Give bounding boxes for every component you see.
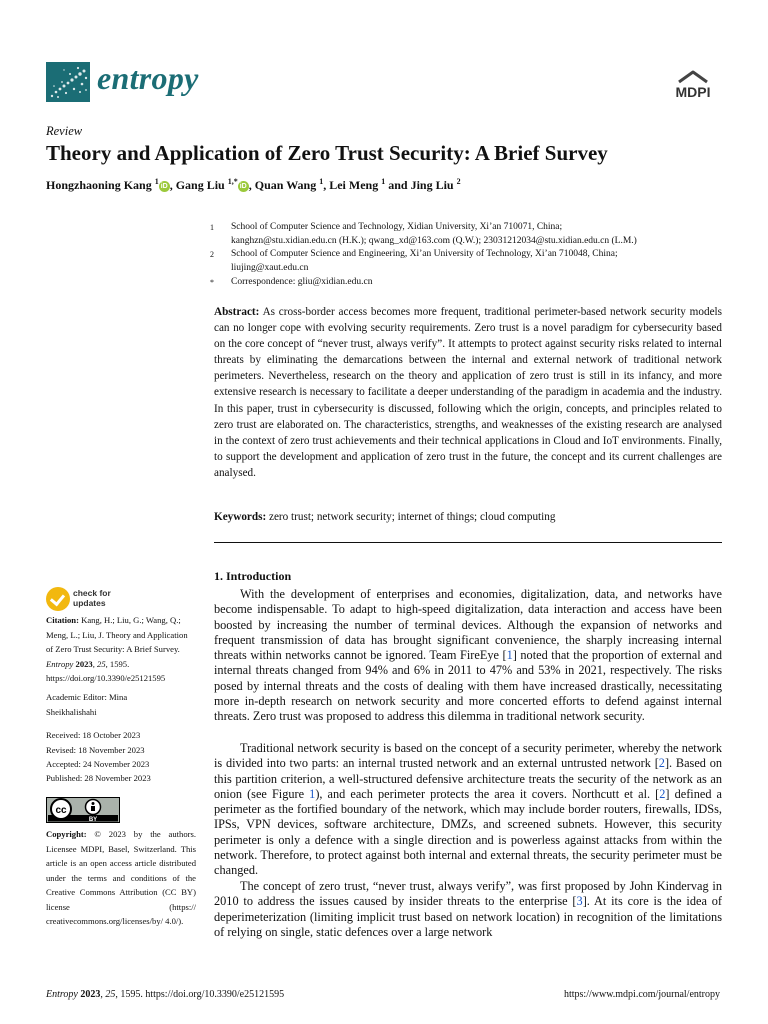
citation-block: Citation: Kang, H.; Liu, G.; Wang, Q.; Meng, L.; Liu, J. Theory and Application of Zero Trust Security: A Brief Survey. Entropy 2023, 25, 1595. https://doi.org/10.3390/e25121595 [46,615,188,683]
footer-volume: 25 [105,989,116,1000]
article-type: Review [46,124,83,138]
journal-url-link[interactable]: https://www.mdpi.com/journal/entropy [563,989,720,1000]
check-updates-icon [46,587,70,611]
entropy-logo-icon [46,62,90,102]
section-heading: 1. Introduction [214,569,292,583]
citation-link[interactable]: 2 [658,756,665,771]
copyright-block [46,827,196,929]
paragraph-text: ]. Based on this partition criterion, a well-structured defensive architecture treats the security of the network as an onion (see Figure [214,756,723,801]
correspondence-line: Correspondence: gliu@xidian.edu.cn [231,277,373,287]
published-date: Published: 28 November 2023 [46,773,151,783]
abstract-text: As cross-border access becomes more frequent, traditional perimeter-based network security models can no longer cope with evolving security requirements. Zero trust is a novel paradigm for cybersecurity based on the core concept of “never trust, always verify”. It attempts to protect against security risks related to internal threats by eliminating the demarcations between the internal and external network of traditional network perimeters. Nevertheless, research on the theory and application of zero trust is still in its infancy, and more extensive research is necessary to facilitate a deeper understanding of the paradigm in academia and the industry. In this paper, trust in cybersecurity is discussed, following which the origin, concepts, and principles related to zero trust are elaborated on. The characteristics, strengths, and weaknesses of the existing research are analysed in the context of zero trust achievements and their technical applications in Cloud and IoT environments. Finally, to support the development and application of zero trust in the future, the concept and its current challenges are analysed. [214,306,722,479]
author-name: Quan Wang [254,178,317,192]
intro-paragraph-3 [214,879,722,940]
author-affiliation-sup: 1 [154,177,159,186]
affiliation-line: liujing@xaut.edu.cn [231,262,309,273]
paragraph-text: With the development of enterprises and economies, digitalization, data, and networks have become indispensable. To adapt to high-speed digitalization, data interaction and access have been boosted by increasing the number of terminal devices. Although the expansion of networks and frequent transmission of data has brought significant convenience, the sharply increasing internal threats within networks cannot be ignored. Team FireEye [ [214,587,722,663]
received-date: Received: 18 October 2023 [46,730,141,740]
mdpi-logo-icon [665,68,721,102]
copyright-label: Copyright: [46,829,87,839]
paragraph-text: The concept of zero trust, “never trust, always verify”, was first proposed by John Kindervag in 2010 to address the issues caused by insider threats to the enterprise [ [214,879,722,909]
paragraph-text: ] noted that the proportion of external and internal threats changed from 94% and 6% in 2011 to 47% and 53% in 2021, respectively. The risks posed by internal threats and the costs of dealing with them have increased drastically, necessitating more in-depth research on network security and more concerted efforts to defend against internal threats. Zero trust was proposed to address this dilemma in traditional network security. [214,648,722,724]
author-list: Hongzhaoning Kang $^1$iD , Gang Liu $^{1,*}$iD , Quan Wang $^1$, Lei Meng $^1$ and Jing Liu $^2$ [46,177,461,192]
affiliation-marker: 2 [210,250,214,259]
check-updates-label [73,588,111,608]
intro-paragraph-1 [214,587,722,725]
cc-by-license-icon[interactable] [46,797,120,823]
author-affiliation-sup: 1 [381,177,386,186]
footer-journal: Entropy [46,989,78,1000]
footer-doi[interactable]: , 1595. https://doi.org/10.3390/e25121595 [115,989,285,1000]
author-name: Gang Liu [175,178,225,192]
author-name: Hongzhaoning Kang [46,178,152,192]
citation-text: Kang, H.; Liu, G.; Wang, Q.; Meng, L.; Liu, J. Theory and Application of Zero Trust Security: A Brief Survey. [46,615,188,654]
abstract [214,304,722,481]
citation-label: Citation: [46,615,79,625]
journal-name: entropy [97,60,199,96]
orcid-icon[interactable]: iD [239,183,247,190]
paragraph-text: Traditional network security is based on the concept of a security perimeter, whereby the network is divided into two parts: an internal trusted network and an external untrusted network [ [214,741,722,771]
citation-link[interactable]: 2 [659,786,666,801]
figure-link[interactable]: 1 [309,786,316,801]
paragraph-text: ]. At its core is the idea of deperimeterization (limiting implicit trust based on network location) in recognition of the limitations of relying on single, static defences over a large network [214,894,722,939]
abstract-label: Abstract: [214,306,260,318]
author-name: Lei Meng [329,178,379,192]
affiliation-line: School of Computer Science and Engineering, Xi’an University of Technology, Xi’an 710048, China; [231,249,618,259]
author-affiliation-sup: 2 [456,177,461,186]
article-title: Theory and Application of Zero Trust Security: A Brief Survey [46,141,608,165]
intro-paragraph-2 [214,741,722,879]
keywords-text: zero trust; network security; internet of things; cloud computing [269,511,556,523]
paragraph-text: ] defined a perimeter as the fortified boundary of the network, which may include border routers, firewalls, IDSs, IPSs, VPN devices, software architecture, DMZs, and screened subnets. However, this security perimeter is only a defence with a single direction and is powerless against attacks from within the network. Therefore, to protect against both internal and external threats, the security perimeter must be changed. [214,786,723,878]
affiliation-marker: 1 [210,223,214,232]
author-affiliation-sup: 1 [319,177,324,186]
footer-year: 2023 [80,989,101,1000]
check-for-updates-button[interactable] [46,587,126,613]
orcid-icon[interactable]: iD [160,183,168,190]
citation-year: 2023 [75,658,93,669]
svg-text:cc: cc [55,805,67,816]
author-name: Jing Liu [410,178,454,192]
citation-journal: Entropy [46,658,74,669]
publisher-name: MDPI [675,84,711,100]
academic-editor: Academic Editor: Mina Sheikhalishahi [46,692,128,717]
section-divider [214,542,722,543]
author-affiliation-sup: 1,* [227,177,238,186]
keywords-label: Keywords: [214,511,267,523]
paragraph-text: ), and each perimeter protects the area it covers. Northcutt et al. [ [315,786,660,801]
affiliation-line: kanghzn@stu.xidian.edu.cn (H.K.); qwang_xd@163.com (Q.W.); 23031212034@stu.xidian.edu.cn (L.M.) [231,235,637,246]
citation-link[interactable]: 3 [576,894,583,909]
check-updates-line: check for [73,588,111,598]
cc-badge-label: BY [88,817,98,823]
accepted-date: Accepted: 24 November 2023 [46,759,150,769]
check-updates-line: updates [73,598,106,608]
copyright-text: © 2023 by the authors. Licensee MDPI, Basel, Switzerland. This article is an open access article distributed under the terms and conditions of the Creative Commons Attribution (CC BY) license (https:// creativecommons.org/licenses/by/ 4.0/). [46,829,196,926]
footer-citation: Entropy 2023, 25, 1595. https://doi.org/10.3390/e25121595 [46,989,285,1000]
affiliation-line: School of Computer Science and Technology, Xidian University, Xi’an 710071, China; [231,222,563,232]
citation-doi: , 1595. https://doi.org/10.3390/e25121595 [46,658,166,683]
citation-link[interactable]: 1 [506,648,513,663]
citation-volume: 25 [97,658,106,669]
affiliation-marker: * [210,278,214,287]
revised-date: Revised: 18 November 2023 [46,745,145,755]
keywords [214,509,722,525]
